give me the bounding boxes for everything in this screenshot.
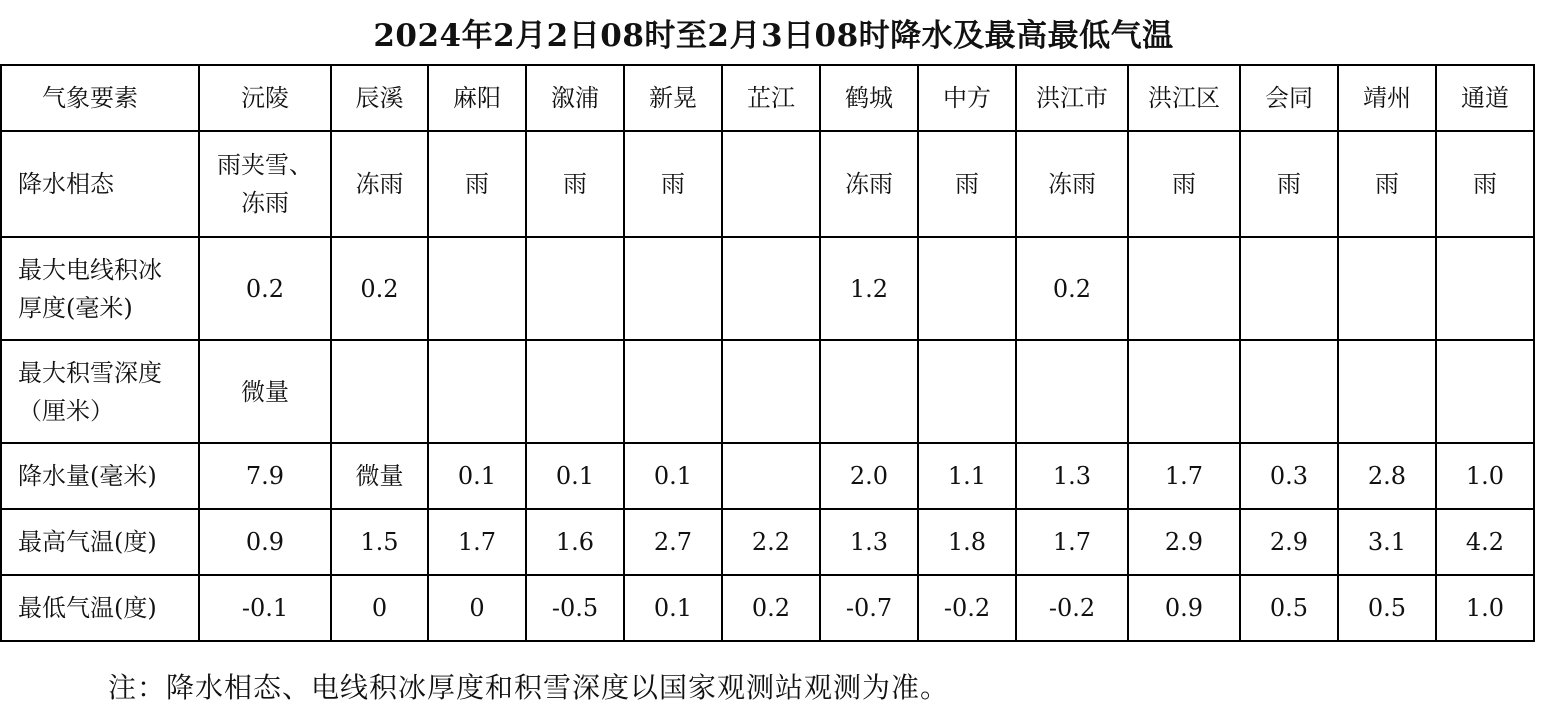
table-cell	[1128, 237, 1240, 340]
table-cell: 0	[331, 575, 428, 641]
table-cell: 0.5	[1338, 575, 1436, 641]
table-cell: -0.1	[199, 575, 331, 641]
table-cell: 0.5	[1240, 575, 1338, 641]
table-cell: 0.1	[428, 443, 526, 509]
table-cell: 2.9	[1240, 509, 1338, 575]
table-row	[1, 237, 1534, 340]
table-cell: 1.2	[820, 237, 918, 340]
table-cell	[1128, 340, 1240, 443]
station-header: 洪江市	[1016, 65, 1128, 131]
table-cell: 3.1	[1338, 509, 1436, 575]
table-cell: 冻雨	[820, 131, 918, 237]
row-label: 降水量(毫米)	[1, 443, 199, 509]
table-cell	[526, 340, 624, 443]
table-cell	[428, 340, 526, 443]
station-header: 靖州	[1338, 65, 1436, 131]
table-cell: 1.3	[820, 509, 918, 575]
table-cell: 0.1	[624, 443, 722, 509]
station-header: 洪江区	[1128, 65, 1240, 131]
table-cell: 1.7	[1128, 443, 1240, 509]
table-cell: 4.2	[1436, 509, 1534, 575]
table-cell: 微量	[331, 443, 428, 509]
table-cell: 7.9	[199, 443, 331, 509]
table-cell: -0.7	[820, 575, 918, 641]
table-cell: 0.2	[331, 237, 428, 340]
table-cell	[1240, 237, 1338, 340]
table-cell: 2.8	[1338, 443, 1436, 509]
table-cell	[722, 443, 820, 509]
table-cell: 0.9	[1128, 575, 1240, 641]
table-cell: 雨	[1240, 131, 1338, 237]
table-cell	[428, 237, 526, 340]
table-cell	[1436, 340, 1534, 443]
table-cell: 雨	[428, 131, 526, 237]
table-cell: 2.9	[1128, 509, 1240, 575]
table-cell	[1436, 237, 1534, 340]
table-cell: 0.1	[526, 443, 624, 509]
table-row	[1, 575, 1534, 641]
table-row	[1, 131, 1534, 237]
table-cell: 雨	[1436, 131, 1534, 237]
table-cell: 雨夹雪、 冻雨	[199, 131, 331, 237]
table-cell	[1240, 340, 1338, 443]
table-cell	[722, 237, 820, 340]
row-label: 降水相态	[1, 131, 199, 237]
table-cell	[1338, 237, 1436, 340]
table-cell: 雨	[1128, 131, 1240, 237]
table-cell	[624, 237, 722, 340]
table-cell: 1.7	[428, 509, 526, 575]
table-cell: 0.2	[1016, 237, 1128, 340]
table-cell: 2.0	[820, 443, 918, 509]
table-cell: 1.3	[1016, 443, 1128, 509]
weather-table	[0, 64, 1535, 642]
station-header: 沅陵	[199, 65, 331, 131]
table-cell: 1.6	[526, 509, 624, 575]
table-cell: 1.0	[1436, 575, 1534, 641]
row-label: 最大电线积冰 厚度(毫米)	[1, 237, 199, 340]
table-cell	[820, 340, 918, 443]
page-title: 2024年2月2日08时至2月3日08时降水及最高最低气温	[373, 18, 1174, 54]
table-cell	[722, 340, 820, 443]
table-cell: 1.1	[918, 443, 1016, 509]
station-header: 通道	[1436, 65, 1534, 131]
table-cell: -0.2	[918, 575, 1016, 641]
table-cell	[624, 340, 722, 443]
table-cell: 雨	[1338, 131, 1436, 237]
table-cell: 2.2	[722, 509, 820, 575]
table-cell	[918, 237, 1016, 340]
table-cell: 雨	[918, 131, 1016, 237]
table-cell	[1338, 340, 1436, 443]
table-cell: 2.7	[624, 509, 722, 575]
table-cell: 雨	[526, 131, 624, 237]
table-cell: -0.2	[1016, 575, 1128, 641]
table-cell: 微量	[199, 340, 331, 443]
table-cell: 冻雨	[331, 131, 428, 237]
table-cell: 雨	[624, 131, 722, 237]
table-row	[1, 509, 1534, 575]
table-cell: -0.5	[526, 575, 624, 641]
table-cell: 1.8	[918, 509, 1016, 575]
table-cell: 1.7	[1016, 509, 1128, 575]
station-header: 中方	[918, 65, 1016, 131]
station-header: 芷江	[722, 65, 820, 131]
table-cell: 0.1	[624, 575, 722, 641]
table-cell	[722, 131, 820, 237]
table-cell	[1016, 340, 1128, 443]
station-header: 溆浦	[526, 65, 624, 131]
row-label: 最大积雪深度 （厘米）	[1, 340, 199, 443]
table-cell: 0.3	[1240, 443, 1338, 509]
station-header: 会同	[1240, 65, 1338, 131]
station-header: 麻阳	[428, 65, 526, 131]
row-label: 最高气温(度)	[1, 509, 199, 575]
table-header-row	[1, 65, 1534, 131]
footnote: 注：降水相态、电线积冰厚度和积雪深度以国家观测站观测为准。	[108, 671, 950, 704]
table-cell	[331, 340, 428, 443]
station-header: 新晃	[624, 65, 722, 131]
table-cell	[918, 340, 1016, 443]
table-cell: 冻雨	[1016, 131, 1128, 237]
table-cell: 0.2	[199, 237, 331, 340]
row-label: 最低气温(度)	[1, 575, 199, 641]
table-row	[1, 443, 1534, 509]
table-cell: 0.2	[722, 575, 820, 641]
table-cell: 1.5	[331, 509, 428, 575]
table-cell: 0.9	[199, 509, 331, 575]
header-label: 气象要素	[1, 65, 199, 131]
table-cell	[526, 237, 624, 340]
table-cell: 1.0	[1436, 443, 1534, 509]
station-header: 辰溪	[331, 65, 428, 131]
table-row	[1, 340, 1534, 443]
station-header: 鹤城	[820, 65, 918, 131]
table-cell: 0	[428, 575, 526, 641]
